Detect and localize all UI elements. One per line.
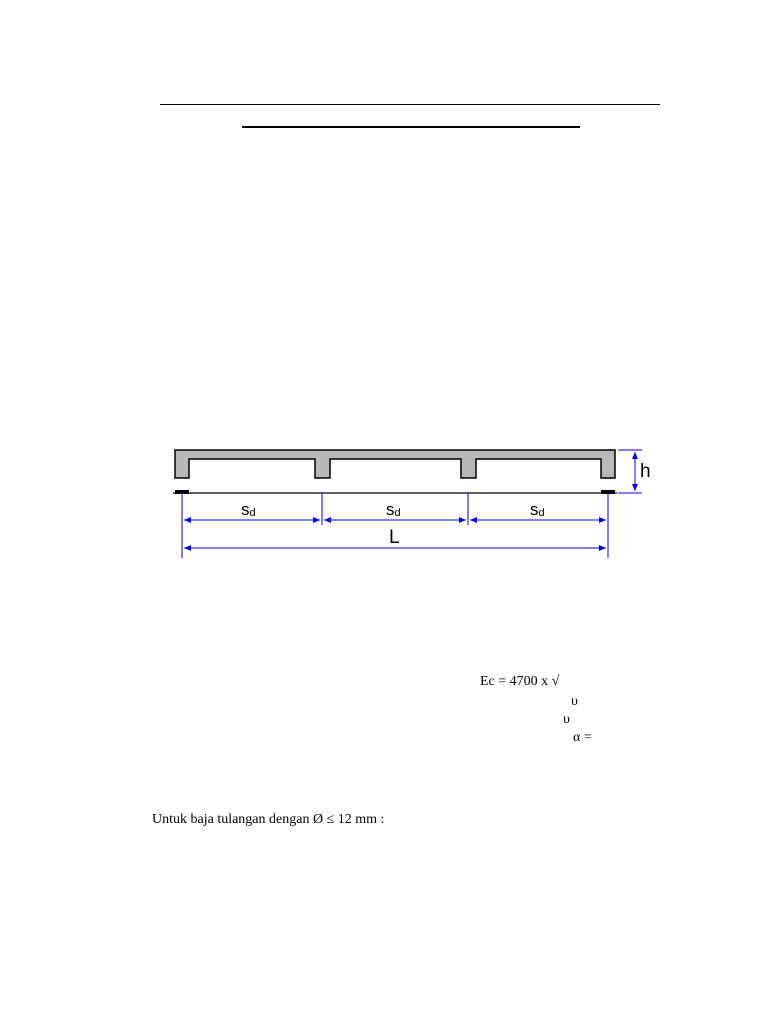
ribbed-slab-diagram: [168, 440, 668, 570]
steel-reinforcement-text: Untuk baja tulangan dengan Ø ≤ 12 mm :: [152, 812, 385, 827]
span-label-3: sd: [530, 500, 545, 519]
header-rule-top: [160, 104, 660, 105]
span-label-2: sd: [386, 500, 401, 519]
alpha-equation: α =: [573, 730, 592, 745]
header-rule-second: [242, 126, 580, 128]
height-label: h: [640, 461, 651, 482]
modulus-equation: Ec = 4700 x √: [480, 674, 560, 689]
poisson-symbol-2: υ: [563, 712, 570, 727]
poisson-symbol-1: υ: [571, 694, 578, 709]
slab-section: [175, 450, 615, 478]
span-label-1: sd: [241, 500, 256, 519]
height-dimension: [618, 450, 651, 493]
length-label: L: [389, 527, 400, 548]
